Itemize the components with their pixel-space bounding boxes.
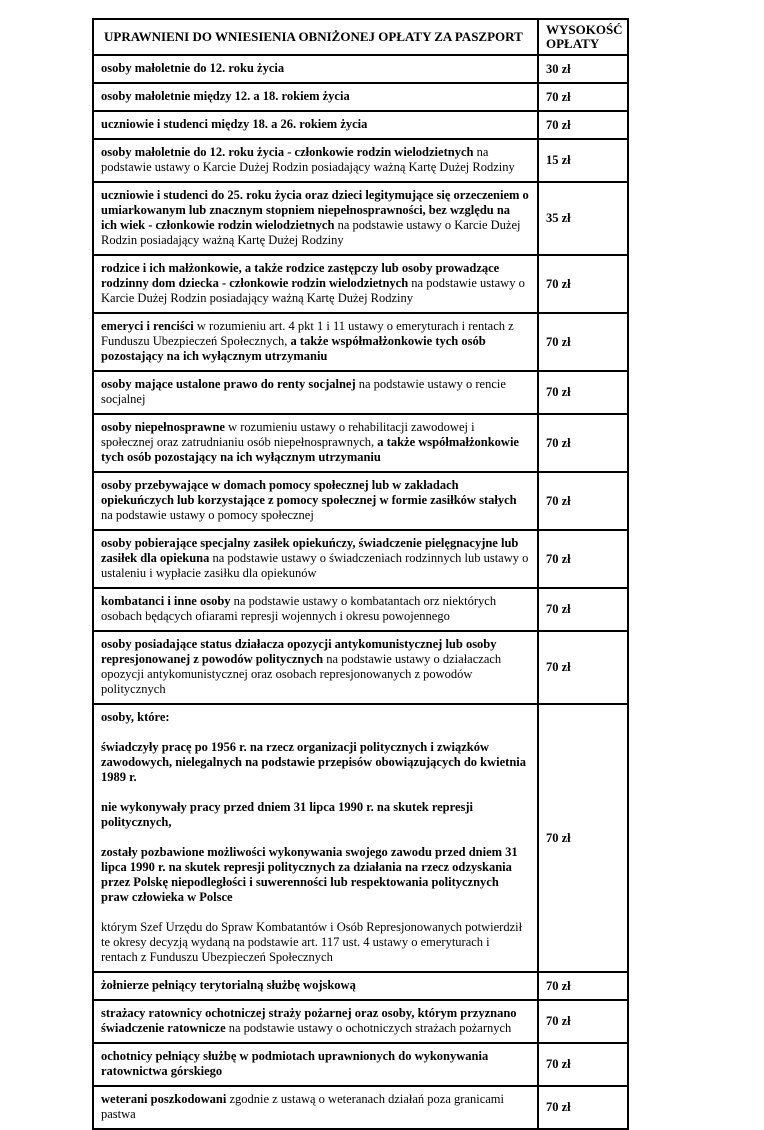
description-paragraph: którym Szef Urzędu do Spraw Kombatantów i Osób Represjonowanych potwierdził te okresy decyzją wydaną na podstawie art. 117 ust. 4 ustawy o emeryturach i rentach z Funduszu Ubezpieczeń Społecznych xyxy=(101,920,523,964)
table-row xyxy=(93,414,628,472)
fee-amount-cell: 35 zł xyxy=(538,182,628,255)
entitled-column-header: UPRAWNIENI DO WNIESIENIA OBNIŻONEJ OPŁATY ZA PASZPORT xyxy=(93,19,538,55)
description-paragraph: strażacy ratownicy ochotniczej straży pożarnej oraz osoby, którym przyznano świadczenie ratownicze na podstawie ustawy o ochotniczych strażach pożarnych xyxy=(101,1006,517,1035)
description-paragraph: rodzice i ich małżonkowie, a także rodzice zastępczy lub osoby prowadzące rodzinny dom dziecka - członkowie rodzin wielodzietnych na podstawie ustawy o Karcie Dużej Rodzin posiadający ważną Kartę Dużej Rodziny xyxy=(101,261,525,305)
description-paragraph: weterani poszkodowani zgodnie z ustawą o weteranach działań poza granicami pastwa xyxy=(101,1092,505,1121)
entitled-description-cell xyxy=(93,631,538,704)
description-paragraph: osoby przebywające w domach pomocy społecznej lub w zakładach opiekuńczych lub korzystające z pomocy społecznej w formie zasiłków stałych na podstawie ustawy o pomocy społecznej xyxy=(101,478,517,522)
description-paragraph: osoby małoletnie do 12. roku życia xyxy=(101,61,285,75)
table-row xyxy=(93,588,628,631)
fee-amount-cell: 70 zł xyxy=(538,472,628,530)
fee-amount-cell: 70 zł xyxy=(538,588,628,631)
table-header-row xyxy=(93,19,628,55)
entitled-description-cell xyxy=(93,182,538,255)
table-row xyxy=(93,972,628,1000)
entitled-description-cell xyxy=(93,139,538,182)
fee-column-header: WYSOKOŚĆ OPŁATY xyxy=(538,19,628,55)
description-paragraph: osoby pobierające specjalny zasiłek opiekuńczy, świadczenie pielęgnacyjne lub zasiłek dla opiekuna na podstawie ustawy o świadczeniach rodzinnych lub ustawy o ustaleniu i wypłacie zasiłku dla opiekunów xyxy=(101,536,529,580)
description-paragraph: uczniowie i studenci między 18. a 26. rokiem życia xyxy=(101,117,368,131)
table-row xyxy=(93,530,628,588)
table-row xyxy=(93,631,628,704)
fee-amount-cell: 70 zł xyxy=(538,631,628,704)
description-paragraph: osoby małoletnie między 12. a 18. rokiem życia xyxy=(101,89,350,103)
table-row xyxy=(93,704,628,972)
fee-amount-cell: 30 zł xyxy=(538,55,628,83)
fee-amount-cell: 70 zł xyxy=(538,313,628,371)
table-row xyxy=(93,111,628,139)
entitled-description-cell xyxy=(93,55,538,83)
fee-amount-cell: 70 zł xyxy=(538,83,628,111)
fee-amount-cell: 70 zł xyxy=(538,414,628,472)
table-row xyxy=(93,182,628,255)
description-paragraph: osoby, które: xyxy=(101,710,170,724)
table-row xyxy=(93,371,628,414)
description-paragraph: żołnierze pełniący terytorialną służbę wojskową xyxy=(101,978,356,992)
table-row xyxy=(93,1000,628,1043)
description-paragraph: osoby małoletnie do 12. roku życia - członkowie rodzin wielodzietnych na podstawie ustawy o Karcie Dużej Rodzin posiadający ważną Kartę Dużej Rodziny xyxy=(101,145,515,174)
entitled-description-cell xyxy=(93,414,538,472)
description-paragraph: zostały pozbawione możliwości wykonywania swojego zawodu przed dniem 31 lipca 1990 r. na skutek represji politycznych za działania na rzecz odzyskania przez Polskę niepodległości i suwerenności lub respektowania politycznych praw człowieka w Polsce xyxy=(101,845,518,904)
entitled-description-cell xyxy=(93,371,538,414)
description-paragraph: emeryci i renciści w rozumieniu art. 4 pkt 1 i 11 ustawy o emeryturach i rentach z Funduszu Ubezpieczeń Społecznych, a także współmałżonkowie tych osób pozostający na ich wyłącznym utrzymaniu xyxy=(101,319,514,363)
fee-amount-cell: 70 zł xyxy=(538,1043,628,1086)
fee-amount-cell: 70 zł xyxy=(538,530,628,588)
fee-amount-cell: 15 zł xyxy=(538,139,628,182)
table-row xyxy=(93,255,628,313)
fee-amount-cell: 70 zł xyxy=(538,972,628,1000)
description-paragraph: świadczyły pracę po 1956 r. na rzecz organizacji politycznych i związków zawodowych, nielegalnych na podstawie przepisów obowiązujących do kwietnia 1989 r. xyxy=(101,740,527,784)
entitled-description-cell xyxy=(93,313,538,371)
table-row xyxy=(93,1086,628,1129)
table-row xyxy=(93,313,628,371)
description-paragraph: nie wykonywały pracy przed dniem 31 lipca 1990 r. na skutek represji politycznych, xyxy=(101,800,474,829)
description-paragraph: osoby posiadające status działacza opozycji antykomunistycznej lub osoby represjonowanej z powodów politycznych na podstawie ustawy o działaczach opozycji antykomunistycznej oraz osobach represjonowanych z powodów politycznych xyxy=(101,637,502,696)
fee-amount-cell: 70 zł xyxy=(538,1000,628,1043)
entitled-description-cell xyxy=(93,704,538,972)
description-paragraph: uczniowie i studenci do 25. roku życia oraz dzieci legitymujące się orzeczeniem o umiarkowanym lub znacznym stopniem niepełnosprawności, bez względu na ich wiek - członkowie rodzin wielodzietnych na podstawie ustawy o Karcie Dużej Rodzin posiadający ważną Kartę Dużej Rodziny xyxy=(101,188,529,247)
entitled-description-cell xyxy=(93,972,538,1000)
fee-amount-cell: 70 zł xyxy=(538,1086,628,1129)
table-row xyxy=(93,55,628,83)
entitled-description-cell xyxy=(93,530,538,588)
fee-amount-cell: 70 zł xyxy=(538,111,628,139)
table-row xyxy=(93,472,628,530)
entitled-description-cell xyxy=(93,1000,538,1043)
entitled-description-cell xyxy=(93,472,538,530)
table-row xyxy=(93,83,628,111)
fee-table-body xyxy=(93,55,628,1129)
fee-amount-cell: 70 zł xyxy=(538,704,628,972)
fee-amount-cell: 70 zł xyxy=(538,371,628,414)
entitled-description-cell xyxy=(93,111,538,139)
table-row xyxy=(93,139,628,182)
description-paragraph: osoby niepełnosprawne w rozumieniu ustawy o rehabilitacji zawodowej i społecznej oraz zatrudnianiu osób niepełnosprawnych, a także współmałżonkowie tych osób pozostający na ich wyłącznym utrzymaniu xyxy=(101,420,519,464)
description-paragraph: ochotnicy pełniący służbę w podmiotach uprawnionych do wykonywania ratownictwa górskiego xyxy=(101,1049,489,1078)
entitled-description-cell xyxy=(93,588,538,631)
entitled-description-cell xyxy=(93,255,538,313)
description-paragraph: osoby mające ustalone prawo do renty socjalnej na podstawie ustawy o rencie socjalnej xyxy=(101,377,506,406)
entitled-description-cell xyxy=(93,1086,538,1129)
fee-amount-cell: 70 zł xyxy=(538,255,628,313)
description-paragraph: kombatanci i inne osoby na podstawie ustawy o kombatantach orz niektórych osobach będących ofiarami represji wojennych i okresu powojennego xyxy=(101,594,497,623)
passport-fee-table xyxy=(92,18,629,1130)
entitled-description-cell xyxy=(93,83,538,111)
